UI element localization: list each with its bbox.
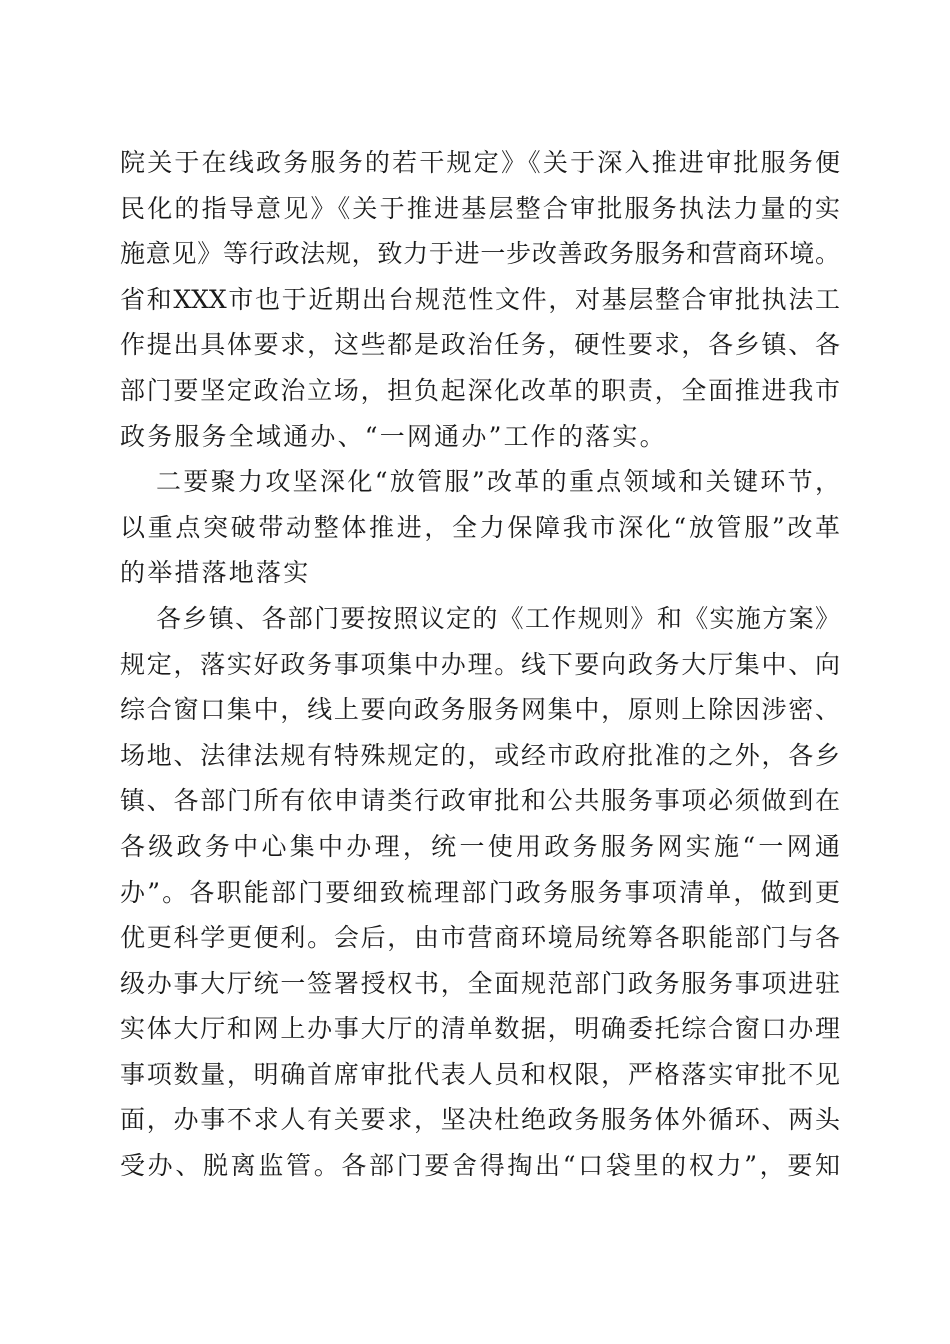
text-line: 施意见》等行政法规，致力于进一步改善政务服务和营商环境。 <box>120 239 840 269</box>
text-line: 实体大厅和网上办事大厅的清单数据，明确委托综合窗口办理 <box>120 1014 840 1044</box>
text-line: 场地、法律法规有特殊规定的，或经市政府批准的之外，各乡 <box>120 740 840 770</box>
text-line: 规定，落实好政务事项集中办理。线下要向政务大厅集中、向 <box>120 649 840 679</box>
text-line: 院关于在线政务服务的若干规定》《关于深入推进审批服务便 <box>120 148 840 177</box>
text-line: 各乡镇、各部门要按照议定的《工作规则》和《实施方案》 <box>156 603 840 633</box>
text-line: 二要聚力攻坚深化“放管服”改革的重点领域和关键环节， <box>156 467 840 497</box>
text-line: 镇、各部门所有依申请类行政审批和公共服务事项必须做到在 <box>120 786 840 816</box>
text-line: 省和XXX市也于近期出台规范性文件，对基层整合审批执法工 <box>120 284 840 314</box>
text-line: 面，办事不求人有关要求，坚决杜绝政务服务体外循环、两头 <box>120 1105 840 1135</box>
text-line: 各级政务中心集中办理，统一使用政务服务网实施“一网通 <box>120 831 840 861</box>
text-line: 优更科学更便利。会后，由市营商环境局统筹各职能部门与各 <box>120 923 840 953</box>
text-line: 作提出具体要求，这些都是政治任务，硬性要求，各乡镇、各 <box>120 330 840 360</box>
text-line: 级办事大厅统一签署授权书，全面规范部门政务服务事项进驻 <box>120 968 840 998</box>
text-line: 受办、脱离监管。各部门要舍得掏出“口袋里的权力”，要知 <box>120 1151 840 1181</box>
text-line: 综合窗口集中，线上要向政务服务网集中，原则上除因涉密、 <box>120 695 840 725</box>
text-line: 的举措落地落实 <box>120 558 311 588</box>
text-line: 以重点突破带动整体推进，全力保障我市深化“放管服”改革 <box>120 512 840 542</box>
text-line: 政务服务全域通办、“一网通办”工作的落实。 <box>120 421 667 451</box>
body-text <box>120 140 840 1189</box>
text-line: 事项数量，明确首席审批代表人员和权限，严格落实审批不见 <box>120 1059 840 1089</box>
text-line: 民化的指导意见》《关于推进基层整合审批服务执法力量的实 <box>120 193 840 223</box>
text-line: 部门要坚定政治立场，担负起深化改革的职责，全面推进我市 <box>120 375 840 405</box>
text-line: 办”。各职能部门要细致梳理部门政务服务事项清单，做到更 <box>120 877 840 907</box>
